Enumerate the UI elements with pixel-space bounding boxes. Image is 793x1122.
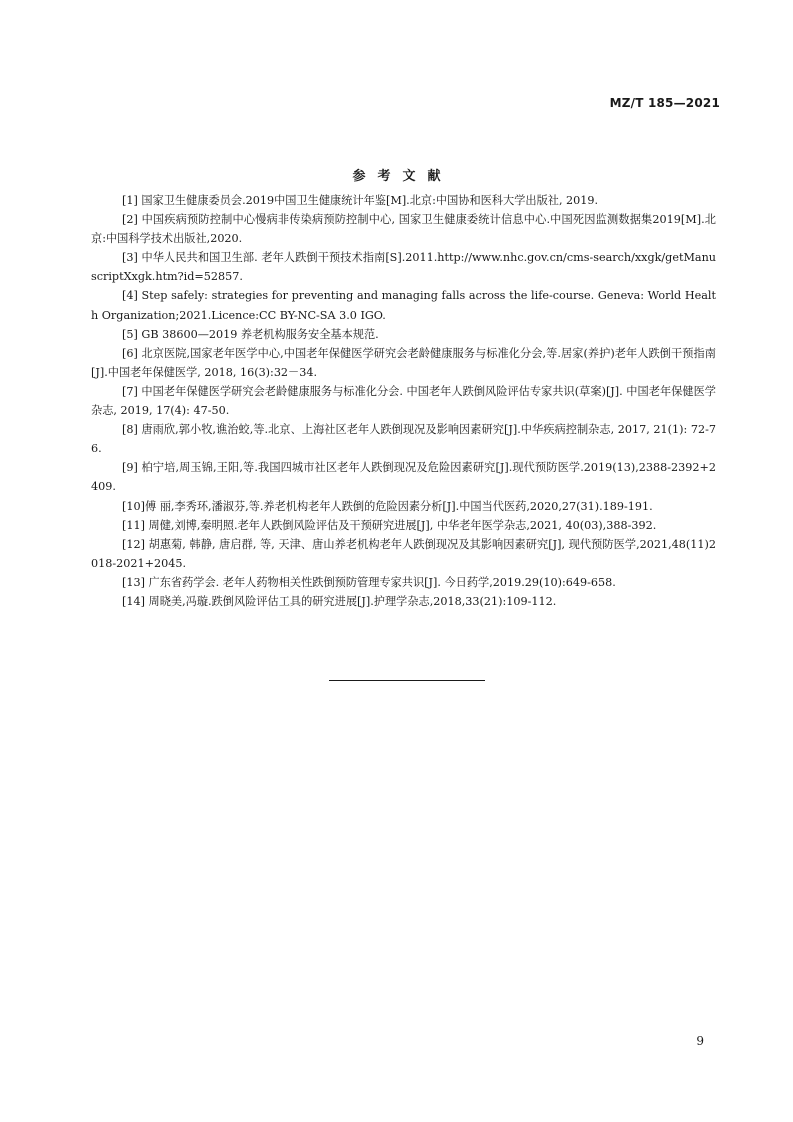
standard-code: MZ/T 185—2021 (609, 96, 720, 110)
reference-item: [1] 国家卫生健康委员会.2019中国卫生健康统计年鉴[M].北京:中国协和医科大学出版社, 2019. (122, 194, 599, 207)
reference-item: [9] 柏宁培,周玉锦,王阳,等.我国四城市社区老年人跌倒现况及危险因素研究[J].现代预防医学.2019(13),2388-2392+2409. (91, 461, 716, 494)
end-rule (329, 680, 485, 681)
reference-item: [4] Step safely: strategies for preventing and managing falls across the life-course. Geneva: World Health Organization;2021.Licence:CC BY-NC-SA 3.0 IGO. (91, 289, 716, 322)
reference-list (91, 191, 716, 611)
reference-item: [2] 中国疾病预防控制中心慢病非传染病预防控制中心, 国家卫生健康委统计信息中心.中国死因监测数据集2019[M].北京:中国科学技术出版社,2020. (91, 213, 716, 246)
reference-item: [13] 广东省药学会. 老年人药物相关性跌倒预防管理专家共识[J]. 今日药学,2019.29(10):649-658. (122, 575, 616, 589)
reference-item: [3] 中华人民共和国卫生部. 老年人跌倒干预技术指南[S].2011.http://www.nhc.gov.cn/cms-search/xxgk/getManuscriptXxgk.htm?id=52857. (91, 251, 716, 284)
section-title: 参考文献 (352, 169, 453, 184)
page-number: 9 (696, 1034, 704, 1048)
reference-item: [5] GB 38600—2019 养老机构服务安全基本规范. (122, 327, 379, 341)
reference-item: [11] 周健,刘博,秦明照.老年人跌倒风险评估及干预研究进展[J], 中华老年医学杂志,2021, 40(03),388-392. (122, 518, 657, 532)
reference-item: [10]傅 丽,李秀环,潘淑芬,等.养老机构老年人跌倒的危险因素分析[J].中国当代医药,2020,27(31).189-191. (122, 499, 653, 513)
reference-item: [12] 胡惠菊, 韩静, 唐启群, 等, 天津、唐山养老机构老年人跌倒现况及其影响因素研究[J], 现代预防医学,2021,48(11)2018-2021+2045. (91, 537, 716, 570)
reference-item: [6] 北京医院,国家老年医学中心,中国老年保健医学研究会老龄健康服务与标准化分会,等.居家(养护)老年人跌倒干预指南[J].中国老年保健医学, 2018, 16(3):32－34. (91, 346, 716, 379)
reference-item: [8] 唐雨欣,郭小牧,谯治蛟,等.北京、上海社区老年人跌倒现况及影响因素研究[J].中华疾病控制杂志, 2017, 21(1): 72-76. (91, 423, 716, 456)
reference-item: [7] 中国老年保健医学研究会老龄健康服务与标准化分会. 中国老年人跌倒风险评估专家共识(草案)[J]. 中国老年保健医学杂志, 2019, 17(4): 47-50. (91, 384, 716, 418)
reference-item: [14] 周晓美,冯璇.跌倒风险评估工具的研究进展[J].护理学杂志,2018,33(21):109-112. (122, 594, 557, 608)
